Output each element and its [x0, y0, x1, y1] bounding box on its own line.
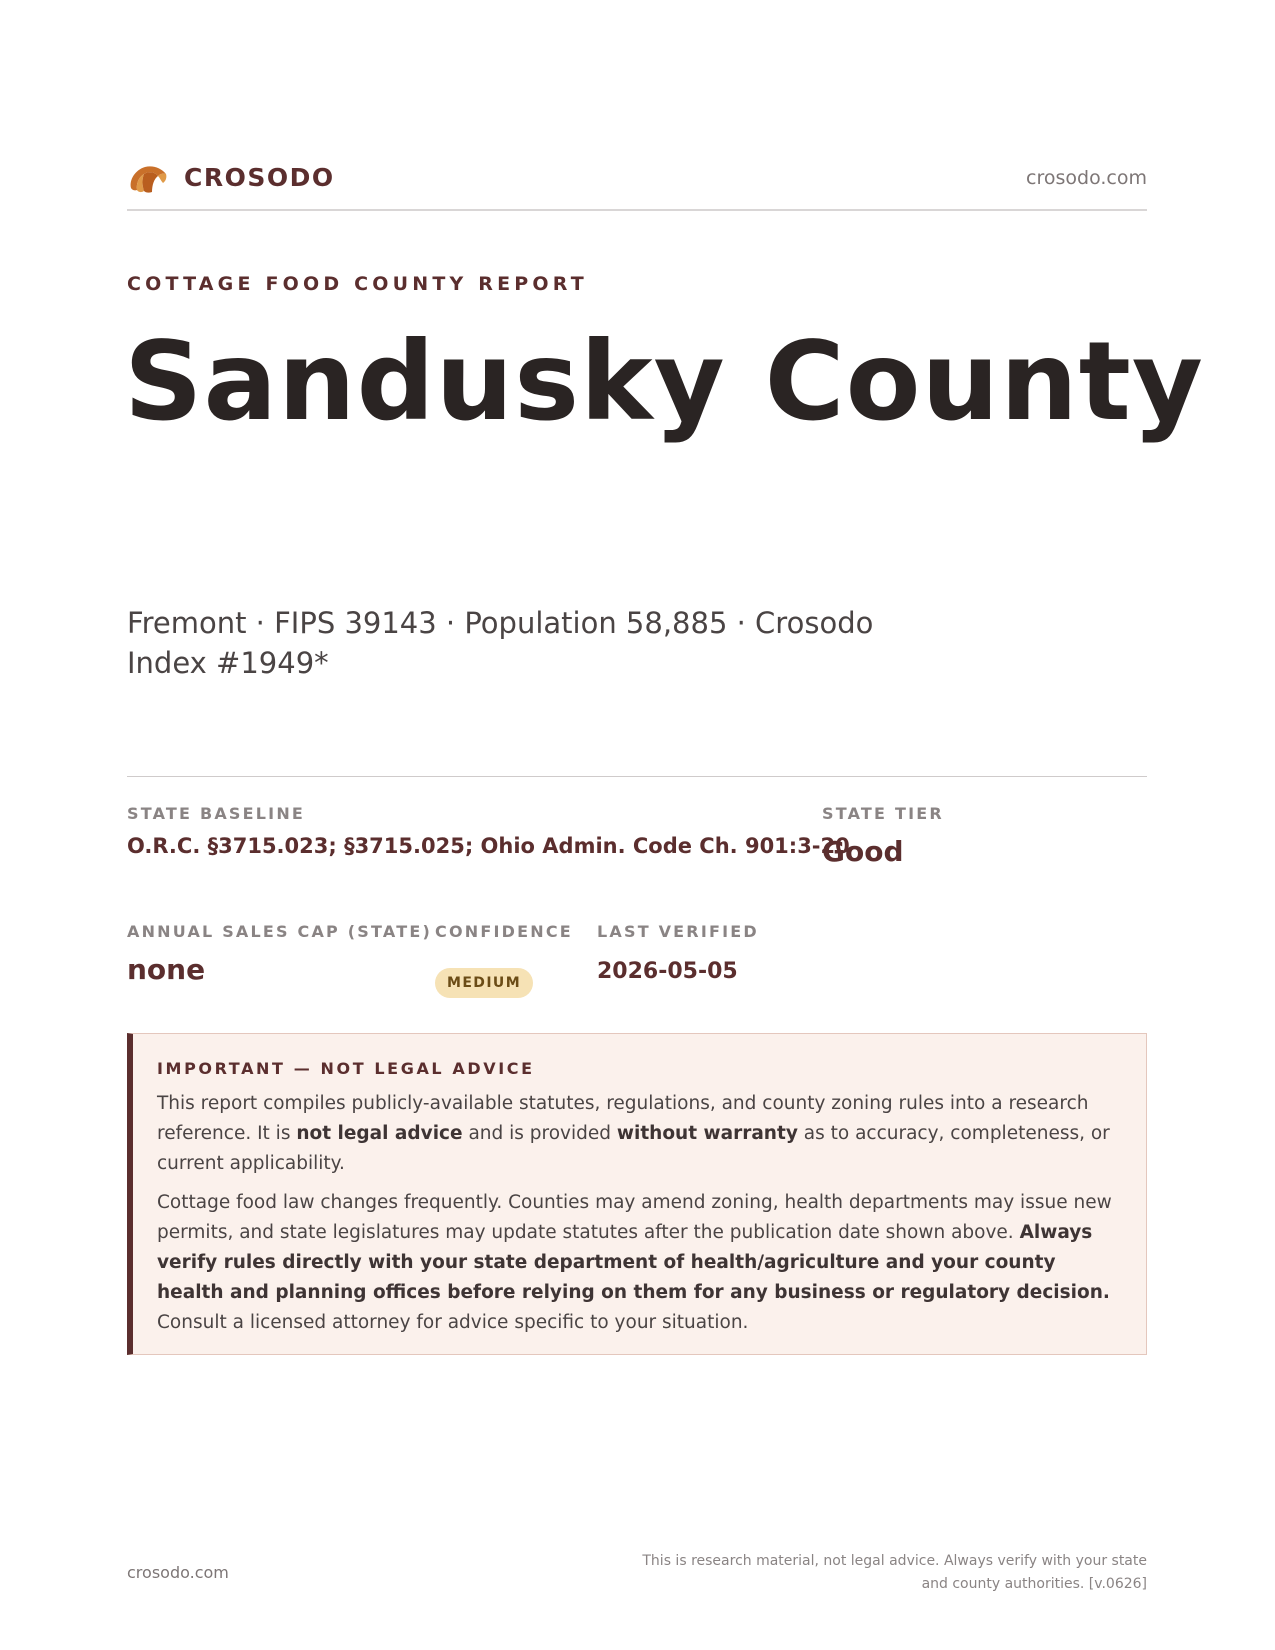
county-subtitle: Fremont · FIPS 39143 · Population 58,885 · Crosodo Index #1949*: [127, 606, 874, 680]
page-title: Sandusky County: [124, 318, 1204, 445]
state-tier-label: STATE TIER: [822, 804, 944, 823]
state-tier-value: Good: [822, 835, 904, 868]
brand-url[interactable]: crosodo.com: [1026, 167, 1147, 189]
last-verified-value: 2026-05-05: [597, 959, 738, 984]
last-verified-label: LAST VERIFIED: [597, 922, 759, 941]
legal-notice: [127, 1033, 1147, 1355]
report-eyebrow: COTTAGE FOOD COUNTY REPORT: [127, 273, 588, 295]
sales-cap-value: none: [127, 953, 206, 986]
header-divider: [127, 209, 1147, 211]
footer-disclaimer: This is research material, not legal advice. Always verify with your state and county authorities. [v.0626]: [642, 1553, 1147, 1592]
section-divider: [127, 776, 1147, 777]
confidence-badge: MEDIUM: [435, 968, 533, 998]
croissant-icon: [127, 162, 169, 196]
notice-title: IMPORTANT — NOT LEGAL ADVICE: [157, 1059, 535, 1078]
header: [127, 158, 1147, 200]
notice-paragraph-1: This report compiles publicly-available statutes, regulations, and county zoning rules into a research reference. It is not legal advice and is provided without warranty as to accuracy, completeness, or current applicability.: [157, 1093, 1110, 1174]
footer-url[interactable]: crosodo.com: [127, 1563, 229, 1582]
sales-cap-label: ANNUAL SALES CAP (STATE): [127, 922, 432, 941]
confidence-label: CONFIDENCE: [435, 922, 573, 941]
notice-paragraph-2: Cottage food law changes frequently. Counties may amend zoning, health departments may issue new permits, and state legislatures may update statutes after the publication date shown above. Always verify rules directly with your state department of health/agriculture and your county health and planning offices before relying on them for any business or regulatory decision. Consult a licensed attorney for advice specific to your situation.: [157, 1192, 1112, 1333]
state-baseline-label: STATE BASELINE: [127, 804, 306, 823]
brand-name: CROSODO: [184, 163, 335, 192]
state-baseline-value: O.R.C. §3715.023; §3715.025; Ohio Admin. Code Ch. 901:3-20: [127, 834, 850, 858]
report-page: [124, 0, 1204, 1650]
